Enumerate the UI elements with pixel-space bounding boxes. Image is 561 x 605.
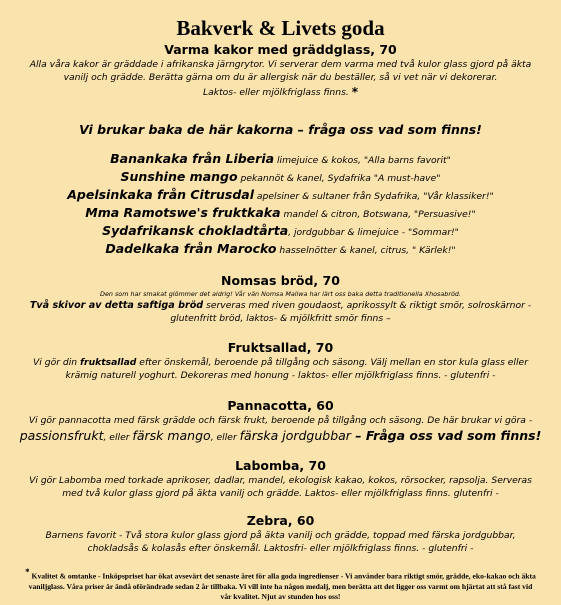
section-nomsas-brod — [0, 273, 561, 325]
section-heading: Zebra, 60 — [246, 513, 315, 528]
footer-note — [8, 567, 553, 602]
separator: , eller — [103, 432, 133, 443]
flavor-option: färsk mango — [132, 428, 211, 443]
cake-name: Mma Ramotswe's fruktkaka — [85, 205, 281, 220]
description-line: Vi gör pannacotta med färsk grädde och färsk frukt, beroende på tillgång och säsong. De här brukar vi göra - — [28, 415, 533, 426]
cake-name: Banankaka från Liberia — [110, 151, 275, 166]
description-line: Alla våra kakor är gräddade i afrikanska järngrytor. Vi serverar dem varma med två kulor glass gjord på äkta — [29, 59, 532, 70]
description-line: Barnens favorit - Två stora kulor glass gjord på äkta vanilj och grädde, toppad med färska jordgubbar, — [45, 530, 516, 541]
cake-item — [0, 151, 561, 169]
flavor-option: passionsfrukt — [19, 428, 104, 443]
section-heading: Nomsas bröd, 70 — [221, 273, 340, 288]
cake-item — [0, 241, 561, 259]
cake-name: Sunshine mango — [120, 169, 238, 184]
story-line: Den som har smakat glömmer det aldrig! Vår vän Nomsa Maliwa har lärt oss baka detta traditionella Xhosabröd. — [100, 290, 461, 298]
section-zebra — [0, 513, 561, 555]
cake-list — [0, 151, 561, 259]
cake-name: Sydafrikansk chokladtårta — [102, 223, 289, 238]
cake-desc: mandel & citron, Botswana, "Persuasive!" — [280, 209, 476, 220]
text-part: Vi gör din — [33, 357, 81, 368]
section-labomba — [0, 458, 561, 500]
footer-line: vaniljglass. Våra priser är ändå oförändrade sedan 2 år tillbaka. Vi vill inte ha någon medalj, men berätta att det ligger oss varmt om hjärtat att stå fast vid — [28, 581, 533, 591]
flavor-options — [0, 427, 561, 446]
description-line: glutenfritt bröd, laktos- & mjölkfritt smör finns – — [170, 313, 391, 324]
cake-desc: apelsiner & sultaner från Sydafrika, "Vår klassiker!" — [253, 191, 494, 202]
description-line: krämig naturell yoghurt. Dekoreras med honung - laktos- eller mjölkfriglass finns. - glutenfri - — [65, 370, 496, 381]
flavor-option: färska jordgubbar — [239, 428, 351, 443]
cake-name: Dadelkaka från Marocko — [105, 241, 277, 256]
cake-desc: hasselnötter & kanel, citrus, " Kärlek!" — [276, 245, 456, 256]
cake-desc: , jordgubbar & limejuice - "Sommar!" — [288, 227, 459, 238]
description-line: med två kulor glass gjord på äkta vanilj och grädde. Laktos- eller mjölkfriglass finns. glutenfri - — [62, 488, 499, 499]
cake-desc: limejuice & kokos, "Alla barns favorit" — [274, 155, 451, 166]
section-heading: Pannacotta, 60 — [227, 398, 334, 413]
cake-item — [0, 205, 561, 223]
description-line: vanilj och grädde. Berätta gärna om du är allergisk när du beställer, så vi vet när vi dekorerar. — [63, 72, 498, 83]
footer-text: Kvalitet & omtanke - Inköpspriset har ökat avsevärt det senaste året för alla goda ingredienser - Vi använder bara riktigt smör, grädde, eko-kakao och äkta — [29, 571, 536, 581]
footer-line — [8, 567, 553, 582]
cake-item — [0, 169, 561, 187]
section-fruktsallad — [0, 340, 561, 382]
text-part: efter önskemål, beroende på tillgång och säsong. Välj mellan en stor kula glass eller — [136, 357, 528, 368]
section-baking-list — [0, 122, 561, 138]
footnote-star: * — [351, 85, 358, 99]
description-line — [0, 299, 561, 312]
section-heading: Vi brukar baka de här kakorna – fråga oss vad som finns! — [79, 122, 482, 137]
cake-desc: pekannöt & kanel, Sydafrika "A must-have" — [237, 173, 441, 184]
page-title: Bakverk & Livets goda — [176, 16, 385, 40]
description-line: chokladsås & kolasås efter önskemål. Laktosfri- eller mjölkfriglass finns. - glutenfri - — [87, 543, 474, 554]
allergy-text: Laktos- eller mjölkfriglass finns. — [203, 87, 349, 98]
section-heading: Varma kakor med gräddglass, 70 — [164, 42, 397, 57]
separator: , eller — [210, 432, 240, 443]
section-varma-kakor — [0, 42, 561, 99]
ask-note: – Fråga oss vad som finns! — [350, 428, 542, 443]
description-line: Vi gör Labomba med torkade aprikoser, dadlar, mandel, ekologisk kakao, kokos, rörsocker, rapsolja. Serveras — [29, 475, 532, 486]
footnote-star: * — [25, 567, 30, 577]
footer-line: vår kvalitet. Njut av stunden hos oss! — [220, 591, 341, 601]
allergy-note — [0, 86, 561, 99]
cake-item — [0, 187, 561, 205]
section-pannacotta — [0, 398, 561, 446]
bread-desc: serveras med riven goudaost, aprikossylt & riktigt smör, solroskärnor - — [203, 300, 532, 311]
cake-item — [0, 223, 561, 241]
section-heading: Labomba, 70 — [235, 458, 326, 473]
section-heading: Fruktsallad, 70 — [227, 340, 334, 355]
description-line — [0, 356, 561, 369]
fruit-highlight: fruktsallad — [80, 357, 137, 368]
bread-highlight: Två skivor av detta saftiga bröd — [29, 300, 204, 311]
cake-name: Apelsinkaka från Citrusdal — [67, 187, 254, 202]
